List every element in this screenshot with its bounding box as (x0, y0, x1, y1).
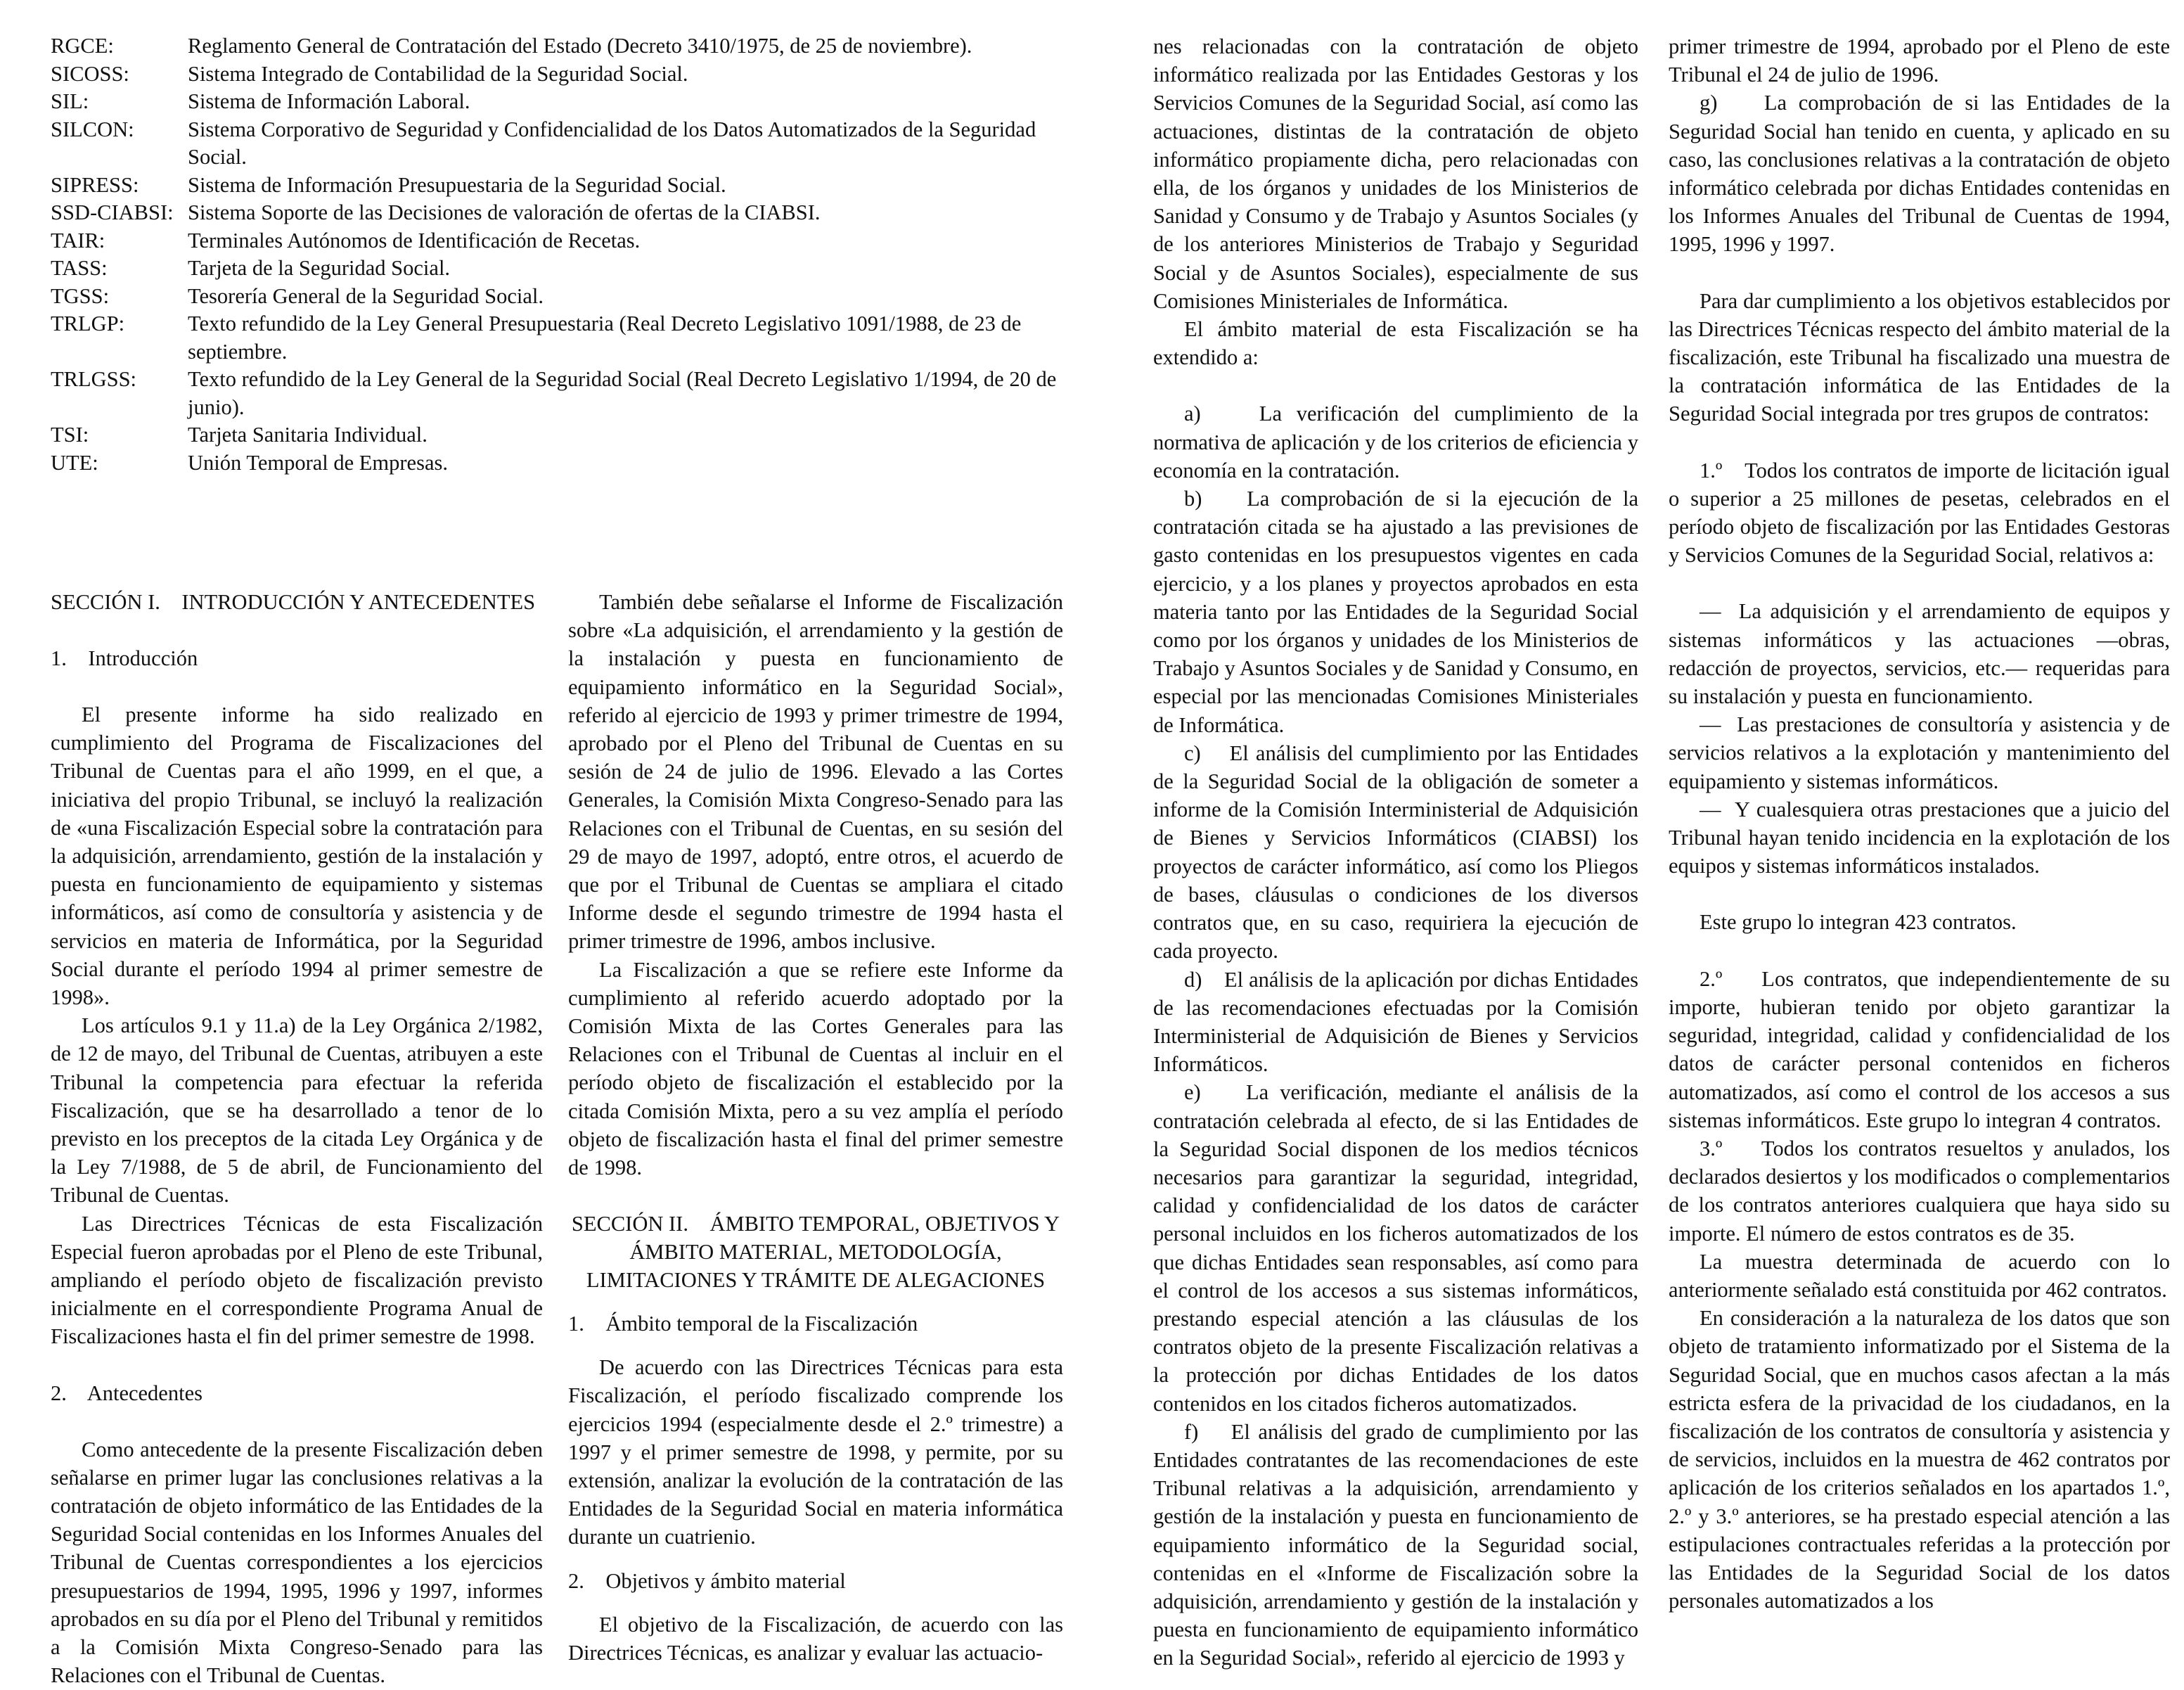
abbr-key: SICOSS: (51, 61, 129, 86)
paragraph: Los artículos 9.1 y 11.a) de la Ley Orgánica 2/1982, de 12 de mayo, del Tribunal de Cuentas, atribuyen a este Tribunal la competencia para efectuar la referida Fiscalización, que se ha desarrollado a tenor de lo previsto en los preceptos de la citada Ley Orgánica y de la Ley 7/1988, de 5 de abril, de Funcionamiento del Tribunal de Cuentas. (51, 1013, 543, 1208)
paragraph: El presente informe ha sido realizado en cumplimiento del Programa de Fiscalizaciones del Tribunal de Cuentas para el año 1999, en el que, a iniciativa del propio Tribunal, se incluyó la realización de «una Fiscalización Especial sobre la contratación para la adquisición, arrendamiento, gestión de la instalación y puesta en funcionamiento de equipamiento y sistemas informáticos, así como de consultoría y asistencia y de servicios en materia de Informática, por la Seguridad Social durante el período 1994 al primer semestre de 1998». (51, 703, 543, 1010)
right-page (1153, 0, 2176, 1686)
text-column-2 (568, 588, 1063, 1667)
abbr-value: Tesorería General de la Seguridad Social. (188, 283, 544, 308)
paragraph: El objetivo de la Fiscalización, de acuerdo con las Directrices Técnicas, es analizar y evaluar las actuacio- (568, 1612, 1063, 1665)
abbr-row (51, 366, 1063, 421)
abbr-row (51, 88, 1063, 116)
abbr-value: Terminales Autónomos de Identificación de Recetas. (188, 228, 641, 252)
group-3: 3.º Todos los contratos resueltos y anulados, los declarados desiertos y los modificados o complementarios de los contratos anteriores cualquiera que haya sido su importe. El número de estos contratos es de 35. (1669, 1136, 2176, 1246)
list-item-f: f) El análisis del grado de cumplimiento por las Entidades contratantes de las recomendaciones de este Tribunal relativas a la adquisición, arrendamiento y gestión de la instalación y puesta en funcionamiento de equipamiento informático de la Seguridad social, contenidas en el «Informe de Fiscalización sobre la adquisición, arrendamiento y gestión de la instalación y puesta en funcionamiento de equipamiento informático en la Seguridad Social», referido al ejercicio de 1993 y (1153, 1419, 1644, 1670)
abbr-key: TSI: (51, 423, 89, 447)
paragraph: El ámbito material de esta Fiscalización se ha extendido a: (1153, 317, 1638, 370)
heading-objetivos: 2. Objetivos y ámbito material (568, 1568, 846, 1593)
abbr-row (51, 60, 1063, 89)
text-column-1 (51, 588, 543, 1690)
heading-introduccion: 1. Introducción (51, 646, 198, 670)
abbr-value: Tarjeta de la Seguridad Social. (188, 256, 451, 280)
abbreviation-list (51, 32, 1063, 477)
section-2-title: SECCIÓN II. ÁMBITO TEMPORAL, OBJETIVOS Y ÁMBITO MATERIAL, METODOLOGÍA, LIMITACIONES Y TRÁMITE DE ALEGACIONES (571, 1212, 1065, 1293)
left-page (51, 0, 1070, 1686)
abbr-value: Texto refundido de la Ley General Presupuestaria (Real Decreto Legislativo 1091/1988, de 23 de septiembre. (188, 312, 1022, 364)
section-1-title: SECCIÓN I. INTRODUCCIÓN Y ANTECEDENTES (51, 590, 536, 614)
abbr-key: TRLGSS: (51, 367, 137, 391)
abbr-key: SILCON: (51, 117, 134, 141)
list-item-c: c) El análisis del cumplimiento por las Entidades de la Seguridad Social de la obligación de someter a informe de la Comisión Interministerial de Adquisición de Bienes y Servicios Informáticos (CIABSI) los proyectos de carácter informático, así como los Pliegos de bases, cláusulas o condiciones de los diversos contratos que, en su caso, requiriera la ejecución de cada proyecto. (1153, 741, 1644, 964)
abbr-value: Sistema de Información Laboral. (188, 89, 470, 113)
abbr-value: Tarjeta Sanitaria Individual. (188, 423, 428, 447)
abbr-value: Sistema Corporativo de Seguridad y Confidencialidad de los Datos Automatizados de la Seguridad Social. (188, 117, 1036, 169)
text-column-3 (1153, 32, 1644, 1672)
abbr-key: SSD-CIABSI: (51, 200, 174, 224)
abbr-row (51, 116, 1063, 172)
list-item-d: d) El análisis de la aplicación por dichas Entidades de las recomendaciones efectuadas por la Comisión Interministerial de Adquisición de Bienes y Servicios Informáticos. (1153, 967, 1644, 1077)
abbr-row (51, 310, 1063, 366)
list-item-e: e) La verificación, mediante el análisis de la contratación celebrada al efecto, de si las Entidades de la Seguridad Social disponen de los medios técnicos necesarios para garantizar la seguridad, integridad, calidad y confidencialidad de los datos de carácter personal incluidos en los ficheros automatizados de los que dichas Entidades sean responsables, así como para el control de los accesos a sus sistemas informáticos, prestando especial atención a las cláusulas de los contratos objeto de la presente Fiscalización relativas a la protección por dichas Entidades de los datos contenidos en los citados ficheros automatizados. (1153, 1080, 1644, 1416)
abbr-key: UTE: (51, 450, 98, 475)
paragraph: También debe señalarse el Informe de Fiscalización sobre «La adquisición, el arrendamiento y la gestión de la instalación y puesta en funcionamiento de equipamiento informático en la Seguridad Social», referido al ejercicio de 1993 y primer trimestre de 1994, aprobado por el Pleno del Tribunal de Cuentas en su sesión de 24 de julio de 1996. Elevado a las Cortes Generales, la Comisión Mixta Congreso-Senado para las Relaciones con el Tribunal de Cuentas, en su sesión del 29 de mayo de 1997, adoptó, entre otros, el acuerdo de que por el Tribunal de Cuentas se ampliara el citado Informe desde el segundo trimestre de 1994 hasta el primer trimestre de 1996, ambos inclusive. (568, 590, 1063, 954)
paragraph: La muestra determinada de acuerdo con lo anteriormente señalado está constituida por 462 contratos. (1669, 1249, 2170, 1302)
dash-item: — Y cualesquiera otras prestaciones que a juicio del Tribunal hayan tenido incidencia en la explotación de los equipos y sistemas informáticos instalados. (1669, 797, 2176, 878)
abbr-row (51, 227, 1063, 255)
abbr-row (51, 32, 1063, 60)
abbr-value: Sistema Soporte de las Decisiones de valoración de ofertas de la CIABSI. (188, 200, 821, 224)
paragraph: Para dar cumplimiento a los objetivos establecidos por las Directrices Técnicas respecto del ámbito material de la fiscalización, este Tribunal ha fiscalizado una muestra de la contratación informática de las Entidades de la Seguridad Social integrada por tres grupos de contratos: (1669, 288, 2170, 426)
abbr-row (51, 449, 1063, 478)
paragraph: Las Directrices Técnicas de esta Fiscalización Especial fueron aprobadas por el Pleno de este Tribunal, ampliando el período objeto de fiscalización previsto inicialmente en el correspondiente Programa Anual de Fiscalizaciones hasta el fin del primer semestre de 1998. (51, 1211, 543, 1349)
abbr-value: Sistema de Información Presupuestaria de la Seguridad Social. (188, 172, 726, 197)
abbr-key: TRLGP: (51, 312, 125, 335)
paragraph: Este grupo lo integran 423 contratos. (1700, 910, 2017, 935)
abbr-row (51, 283, 1063, 311)
abbr-value: Unión Temporal de Empresas. (188, 450, 448, 475)
abbr-row (51, 199, 1063, 227)
dash-item: — La adquisición y el arrendamiento de equipos y sistemas informáticos y las actuaciones —obras, redacción de proyectos, servicios, etc.— requeridas para su instalación y puesta en funcionamiento. (1669, 599, 2176, 709)
paragraph: La Fiscalización a que se refiere este Informe da cumplimiento al referido acuerdo adoptado por la Comisión Mixta de las Cortes Generales para las Relaciones con el Tribunal de Cuentas al incluir en el período objeto de fiscalización el establecido por la citada Comisión Mixta, pero a su vez amplía el período objeto de fiscalización hasta el final del primer semestre de 1998. (568, 957, 1063, 1180)
abbr-key: SIL: (51, 89, 89, 113)
abbr-key: TGSS: (51, 283, 110, 308)
abbr-key: RGCE: (51, 34, 114, 58)
abbr-row (51, 255, 1063, 283)
dash-item: — Las prestaciones de consultoría y asistencia y de servicios relativos a la explotación y mantenimiento del equipamiento y sistemas informáticos. (1669, 712, 2176, 793)
list-item-b: b) La comprobación de si la ejecución de la contratación citada se ha ajustado a las previsiones de gasto contenidas en los presupuestos vigentes en cada ejercicio, y a los planes y proyectos aprobados en esta materia tanto por las Entidades de la Seguridad Social como por los órganos y unidades de los Ministerios de Trabajo y Asuntos Sociales y de Sanidad y Consumo, en especial por las mencionadas Comisiones Ministeriales de Informática. (1153, 487, 1644, 737)
paragraph: nes relacionadas con la contratación de objeto informático realizada por las Entidades Gestoras y los Servicios Comunes de la Seguridad Social, así como las actuaciones, distintas de la contratación de objeto informático propiamente dicha, pero relacionadas con ella, de los órganos y unidades de los Ministerios de Sanidad y Consumo y de Trabajo y Asuntos Sociales (y de los anteriores Ministerios de Trabajo y Seguridad Social y de Asuntos Sociales), especialmente de sus Comisiones Ministeriales de Informática. (1153, 34, 1638, 313)
paragraph: Como antecedente de la presente Fiscalización deben señalarse en primer lugar las conclusiones relativas a la contratación de objeto informático de las Entidades de la Seguridad Social contenidas en los Informes Anuales del Tribunal de Cuentas correspondientes a los ejercicios presupuestarios de 1994, 1995, 1996 y 1997, informes aprobados en su día por el Pleno del Tribunal y remitidos a la Comisión Mixta Congreso-Senado para las Relaciones con el Tribunal de Cuentas. (51, 1437, 543, 1688)
abbr-value: Texto refundido de la Ley General de la Seguridad Social (Real Decreto Legislativo 1/1994, de 20 de junio). (188, 367, 1057, 419)
paragraph: primer trimestre de 1994, aprobado por el Pleno de este Tribunal el 24 de julio de 1996. (1669, 34, 2170, 87)
group-2: 2.º Los contratos, que independientemente de su importe, hubieran tenido por objeto garantizar la seguridad, integridad, calidad y confidencialidad de los datos de carácter personal contenidos en ficheros automatizados, así como el control de los accesos a sus sistemas informáticos. Este grupo lo integran 4 contratos. (1669, 966, 2176, 1132)
abbr-row (51, 421, 1063, 449)
paragraph: De acuerdo con las Directrices Técnicas para esta Fiscalización, el período fiscalizado comprende los ejercicios 1994 (especialmente desde el 2.º trimestre) a 1997 y el primer semestre de 1998, y permite, por su extensión, analizar la evolución de la contratación de las Entidades de la Seguridad Social en materia informática durante un cuatrienio. (568, 1355, 1063, 1549)
heading-ambito-temporal: 1. Ámbito temporal de la Fiscalización (568, 1312, 918, 1336)
heading-antecedentes: 2. Antecedentes (51, 1381, 203, 1405)
list-item-g: g) La comprobación de si las Entidades de la Seguridad Social han tenido en cuenta, y aplicado en su caso, las conclusiones relativas a la contratación de objeto informático celebrada por dichas Entidades contenidas en los Informes Anuales del Tribunal de Cuentas de 1994, 1995, 1996 y 1997. (1669, 91, 2176, 257)
text-column-4 (1669, 32, 2176, 1615)
group-1: 1.º Todos los contratos de importe de licitación igual o superior a 25 millones de pesetas, celebrados en el período objeto de fiscalización por las Entidades Gestoras y Servicios Comunes de la Seguridad Social, relativos a: (1669, 458, 2176, 568)
abbr-value: Reglamento General de Contratación del Estado (Decreto 3410/1975, de 25 de noviembre). (188, 34, 972, 58)
abbr-row (51, 172, 1063, 200)
abbr-value: Sistema Integrado de Contabilidad de la Seguridad Social. (188, 61, 688, 86)
abbr-key: SIPRESS: (51, 172, 139, 197)
paragraph: En consideración a la naturaleza de los datos que son objeto de tratamiento informatizado por el Sistema de la Seguridad Social, que en muchos casos afectan a la más estricta esfera de la privacidad de los ciudadanos, en la fiscalización de los contratos de consultoría y asistencia y de servicios, incluidos en la muestra de 462 contratos por aplicación de los criterios señalados en los apartados 1.º, 2.º y 3.º anteriores, se ha prestado especial atención a las estipulaciones contractuales referidas a la protección por las Entidades de la Seguridad Social de los datos personales automatizados a los (1669, 1306, 2170, 1613)
list-item-a: a) La verificación del cumplimiento de la normativa de aplicación y de los criterios de eficiencia y economía en la contratación. (1153, 402, 1644, 482)
abbr-key: TAIR: (51, 228, 105, 252)
abbr-key: TASS: (51, 256, 108, 280)
